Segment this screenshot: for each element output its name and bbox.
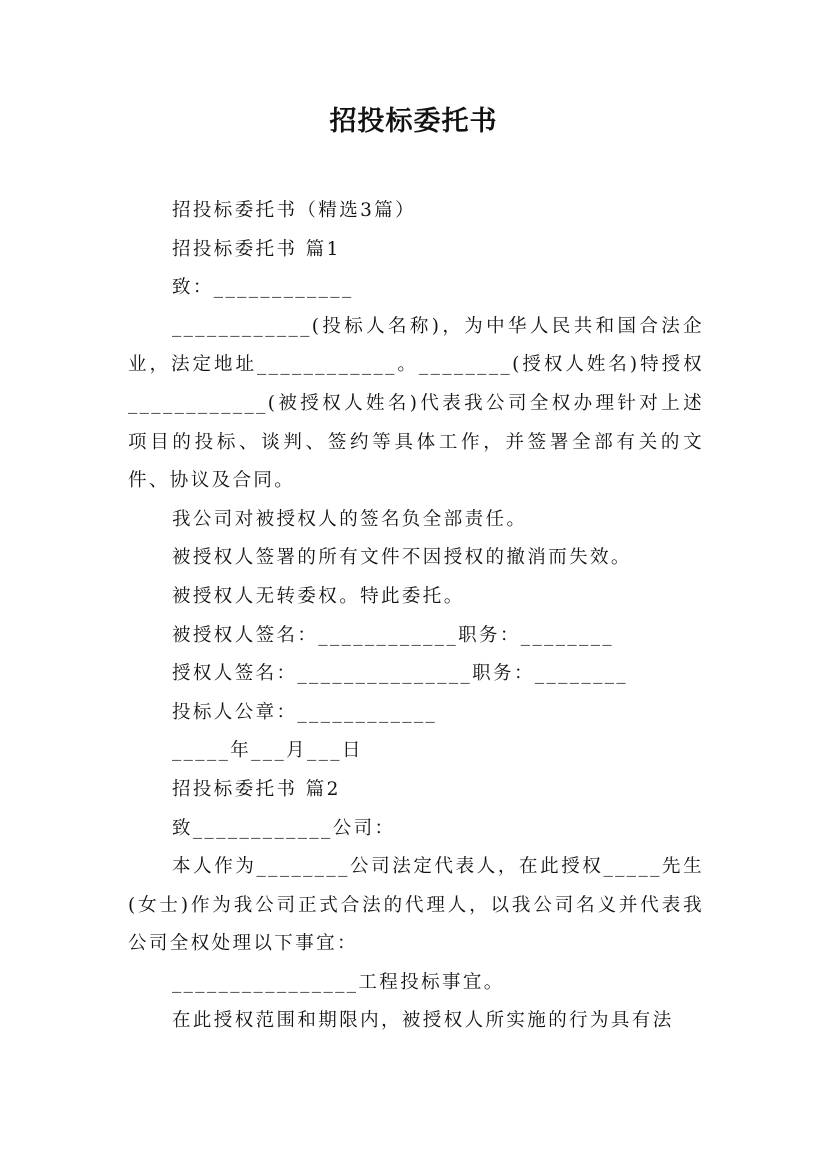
- section-heading-2: 招投标委托书 篇2: [172, 778, 341, 800]
- paragraph-validity: 被授权人签署的所有文件不因授权的撤消而失效。: [172, 547, 632, 569]
- signature-line-authorizer: 授权人签名：_______________职务：________: [172, 663, 629, 685]
- paragraph-no-subdelegation: 被授权人无转委权。特此委托。: [172, 585, 465, 607]
- paragraph-addressee-1: 致：____________: [172, 277, 354, 299]
- date-line: _____年___月___日: [172, 740, 363, 762]
- paragraph-addressee-2: 致____________公司：: [172, 817, 396, 839]
- section-heading-1: 招投标委托书 篇1: [172, 238, 341, 260]
- seal-line-bidder: 投标人公章：____________: [172, 701, 438, 723]
- paragraph-responsibility: 我公司对被授权人的签名负全部责任。: [172, 508, 528, 530]
- signature-line-authorized: 被授权人签名：____________职务：________: [172, 624, 615, 646]
- paragraph-authorization-2: 本人作为________公司法定代表人，在此授权_____先生(女士)作为我公司正式合法的代理人，以我公司名义并代表我公司全权处理以下事宜：: [128, 856, 704, 955]
- paragraph-subtitle: 招投标委托书（精选3篇）: [172, 200, 417, 221]
- paragraph-scope: 在此授权范围和期限内，被授权人所实施的行为具有法: [172, 1010, 674, 1032]
- document-title: 招投标委托书: [329, 106, 498, 137]
- paragraph-project: ________________工程投标事宜。: [172, 971, 505, 993]
- paragraph-authorization-1: ____________(投标人名称)，为中华人民共和国合法企业，法定地址____________。________(授权人姓名)特授权____________(被授权人姓名)代表我公司全权办理针对上述项目的投标、谈判、签约等具体工作，并签署全部有关的文件、协议及合同。: [128, 315, 704, 492]
- document-body: [128, 192, 704, 1041]
